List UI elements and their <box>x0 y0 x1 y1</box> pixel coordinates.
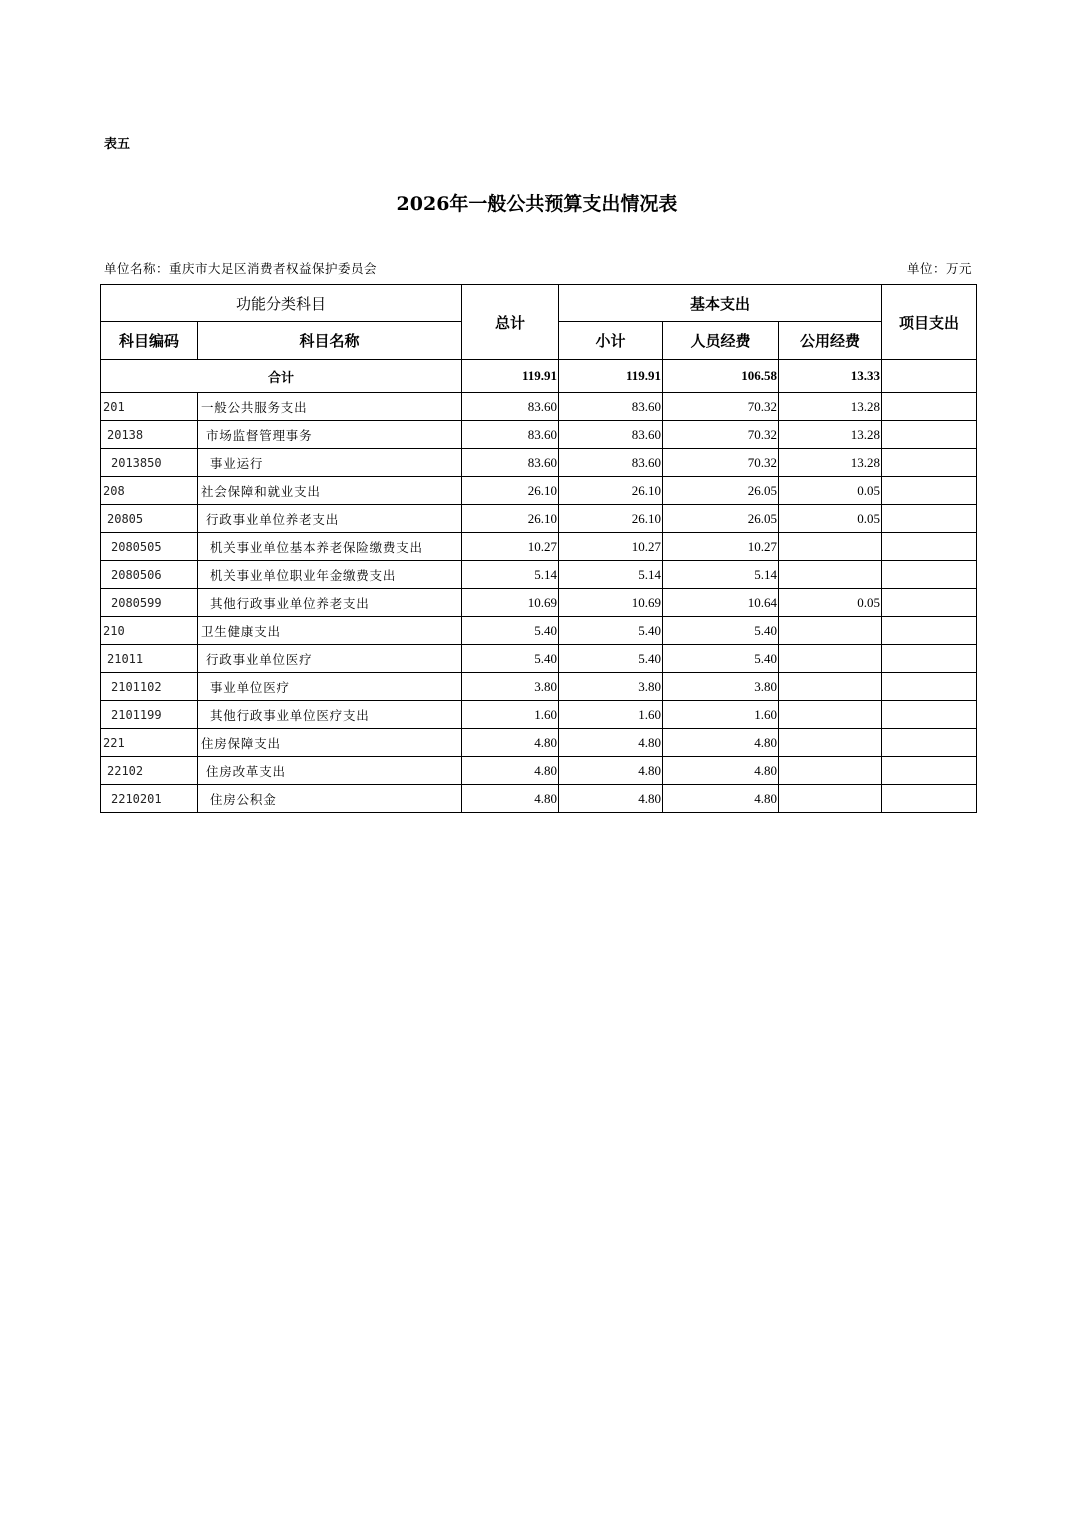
header-project: 项目支出 <box>882 285 977 360</box>
row-public: 13.28 <box>779 449 882 477</box>
row-project <box>882 393 977 421</box>
row-name: 机关事业单位基本养老保险缴费支出 <box>198 533 462 561</box>
row-code: 22102 <box>101 757 198 785</box>
row-personnel: 3.80 <box>663 673 779 701</box>
row-personnel: 26.05 <box>663 505 779 533</box>
row-subtotal: 83.60 <box>559 449 663 477</box>
row-code: 20805 <box>101 505 198 533</box>
row-project <box>882 729 977 757</box>
row-total: 5.40 <box>462 617 559 645</box>
header-name: 科目名称 <box>198 322 462 360</box>
header-func-class: 功能分类科目 <box>101 285 462 322</box>
table-row <box>101 477 977 505</box>
row-subtotal: 26.10 <box>559 505 663 533</box>
row-personnel: 4.80 <box>663 757 779 785</box>
row-project <box>882 701 977 729</box>
row-total: 1.60 <box>462 701 559 729</box>
row-personnel: 10.64 <box>663 589 779 617</box>
row-name: 一般公共服务支出 <box>198 393 462 421</box>
row-subtotal: 4.80 <box>559 757 663 785</box>
row-subtotal: 10.69 <box>559 589 663 617</box>
row-total: 4.80 <box>462 757 559 785</box>
row-personnel: 70.32 <box>663 393 779 421</box>
row-subtotal: 83.60 <box>559 421 663 449</box>
row-public <box>779 701 882 729</box>
row-subtotal: 4.80 <box>559 785 663 813</box>
row-total: 83.60 <box>462 393 559 421</box>
row-subtotal: 83.60 <box>559 393 663 421</box>
row-personnel: 1.60 <box>663 701 779 729</box>
table-body <box>101 360 977 813</box>
row-personnel: 70.32 <box>663 449 779 477</box>
row-project <box>882 421 977 449</box>
row-name: 事业单位医疗 <box>198 673 462 701</box>
row-subtotal: 26.10 <box>559 477 663 505</box>
row-code: 208 <box>101 477 198 505</box>
row-name: 住房保障支出 <box>198 729 462 757</box>
row-public <box>779 785 882 813</box>
table-row <box>101 561 977 589</box>
row-subtotal: 1.60 <box>559 701 663 729</box>
unit-name: 单位名称：重庆市大足区消费者权益保护委员会 <box>104 261 378 276</box>
total-personnel: 106.58 <box>663 360 779 393</box>
row-total: 26.10 <box>462 477 559 505</box>
row-public <box>779 617 882 645</box>
row-total: 5.14 <box>462 561 559 589</box>
table-row <box>101 701 977 729</box>
row-public <box>779 533 882 561</box>
row-total: 26.10 <box>462 505 559 533</box>
budget-table <box>100 284 977 813</box>
row-subtotal: 5.14 <box>559 561 663 589</box>
row-project <box>882 785 977 813</box>
row-total: 83.60 <box>462 449 559 477</box>
row-code: 2080599 <box>101 589 198 617</box>
row-subtotal: 5.40 <box>559 645 663 673</box>
table-header <box>101 285 977 360</box>
row-name: 市场监督管理事务 <box>198 421 462 449</box>
row-project <box>882 757 977 785</box>
row-total: 4.80 <box>462 729 559 757</box>
table-row <box>101 785 977 813</box>
row-public: 0.05 <box>779 505 882 533</box>
table-row <box>101 533 977 561</box>
row-code: 210 <box>101 617 198 645</box>
row-public: 13.28 <box>779 421 882 449</box>
page-title: 2026年一般公共预算支出情况表 <box>396 193 678 215</box>
table-row <box>101 617 977 645</box>
row-name: 机关事业单位职业年金缴费支出 <box>198 561 462 589</box>
row-subtotal: 5.40 <box>559 617 663 645</box>
currency-unit: 单位：万元 <box>906 261 972 276</box>
row-personnel: 4.80 <box>663 729 779 757</box>
table-row <box>101 505 977 533</box>
row-project <box>882 589 977 617</box>
table-number: 表五 <box>104 137 131 152</box>
table-row <box>101 645 977 673</box>
row-total: 83.60 <box>462 421 559 449</box>
row-personnel: 5.40 <box>663 617 779 645</box>
row-code: 21011 <box>101 645 198 673</box>
header-subtotal: 小计 <box>559 322 663 360</box>
row-personnel: 4.80 <box>663 785 779 813</box>
row-public <box>779 645 882 673</box>
row-personnel: 5.40 <box>663 645 779 673</box>
table-row <box>101 729 977 757</box>
row-project <box>882 505 977 533</box>
row-public <box>779 729 882 757</box>
row-name: 行政事业单位养老支出 <box>198 505 462 533</box>
row-project <box>882 533 977 561</box>
header-code: 科目编码 <box>101 322 198 360</box>
table-row <box>101 393 977 421</box>
row-code: 2013850 <box>101 449 198 477</box>
row-project <box>882 449 977 477</box>
row-public: 13.28 <box>779 393 882 421</box>
row-name: 住房改革支出 <box>198 757 462 785</box>
total-row <box>101 360 977 393</box>
row-code: 2101102 <box>101 673 198 701</box>
total-label: 合计 <box>101 360 462 393</box>
table-row <box>101 757 977 785</box>
row-code: 221 <box>101 729 198 757</box>
row-project <box>882 645 977 673</box>
row-personnel: 26.05 <box>663 477 779 505</box>
row-total: 10.27 <box>462 533 559 561</box>
row-code: 2080505 <box>101 533 198 561</box>
row-public <box>779 757 882 785</box>
row-name: 社会保障和就业支出 <box>198 477 462 505</box>
row-personnel: 70.32 <box>663 421 779 449</box>
row-subtotal: 10.27 <box>559 533 663 561</box>
header-basic: 基本支出 <box>559 285 882 322</box>
row-project <box>882 477 977 505</box>
header-total: 总计 <box>462 285 559 360</box>
table-row <box>101 589 977 617</box>
header-personnel: 人员经费 <box>663 322 779 360</box>
row-project <box>882 617 977 645</box>
table-row <box>101 449 977 477</box>
total-project <box>882 360 977 393</box>
row-project <box>882 561 977 589</box>
row-name: 事业运行 <box>198 449 462 477</box>
row-subtotal: 3.80 <box>559 673 663 701</box>
row-personnel: 10.27 <box>663 533 779 561</box>
row-total: 5.40 <box>462 645 559 673</box>
row-name: 其他行政事业单位医疗支出 <box>198 701 462 729</box>
row-public: 0.05 <box>779 477 882 505</box>
table-row <box>101 673 977 701</box>
row-code: 2080506 <box>101 561 198 589</box>
header-public: 公用经费 <box>779 322 882 360</box>
table-row <box>101 421 977 449</box>
row-name: 住房公积金 <box>198 785 462 813</box>
row-public <box>779 673 882 701</box>
row-name: 卫生健康支出 <box>198 617 462 645</box>
row-public <box>779 561 882 589</box>
row-total: 3.80 <box>462 673 559 701</box>
row-name: 行政事业单位医疗 <box>198 645 462 673</box>
total-total: 119.91 <box>462 360 559 393</box>
row-total: 10.69 <box>462 589 559 617</box>
total-subtotal: 119.91 <box>559 360 663 393</box>
total-public: 13.33 <box>779 360 882 393</box>
row-code: 2101199 <box>101 701 198 729</box>
row-name: 其他行政事业单位养老支出 <box>198 589 462 617</box>
row-code: 20138 <box>101 421 198 449</box>
row-public: 0.05 <box>779 589 882 617</box>
row-code: 2210201 <box>101 785 198 813</box>
row-personnel: 5.14 <box>663 561 779 589</box>
row-subtotal: 4.80 <box>559 729 663 757</box>
row-total: 4.80 <box>462 785 559 813</box>
row-project <box>882 673 977 701</box>
row-code: 201 <box>101 393 198 421</box>
